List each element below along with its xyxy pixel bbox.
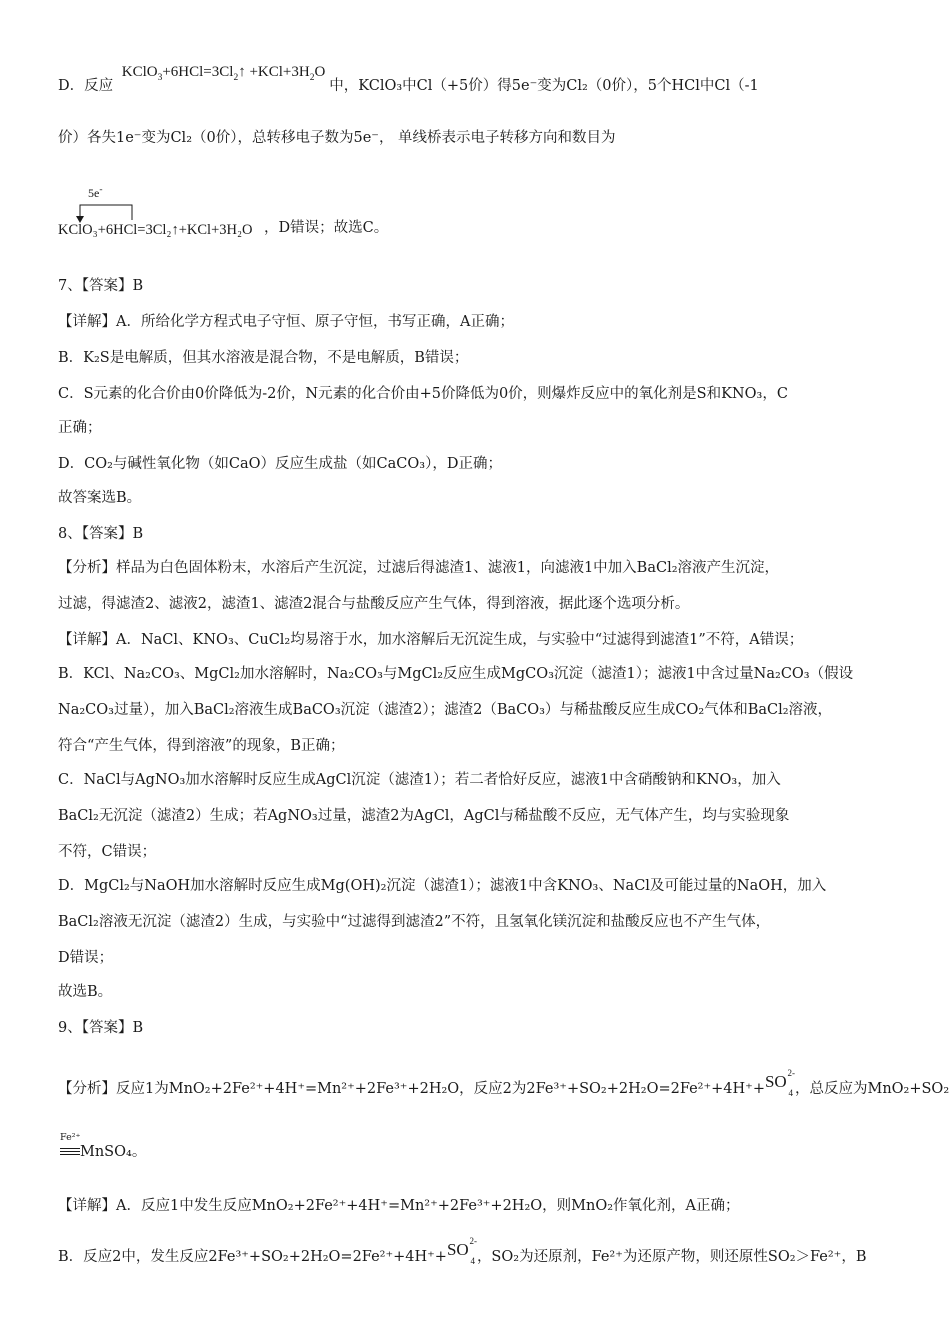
q8-b2: Na₂CO₃过量），加入BaCl₂溶液生成BaCO₃沉淀（滤渣2）；滤渣2（BaCO₃）与稀盐酸反应生成CO₂气体和BaCl₂溶液， (58, 702, 833, 718)
q9-analysis2: MnSO₄。 (80, 1144, 147, 1160)
q7-end: 故答案选B。 (58, 490, 142, 506)
q7-a: 【详解】A．所给化学方程式电子守恒、原子守恒，书写正确，A正确； (58, 314, 514, 330)
option-d-equation: $KClO_3+6HCl=3Cl_2↑ +KCl+3H_2O$ (121, 64, 326, 83)
equal-bar-mid (60, 1151, 80, 1152)
q7-b: B．K₂S是电解质，但其水溶液是混合物，不是电解质，B错误； (58, 350, 469, 366)
q7-c1: C．S元素的化合价由0价降低为-2价，N元素的化合价由+5价降低为0价，则爆炸反应中的氧化剂是S和KNO₃，C (58, 386, 788, 402)
q8-d3: D错误； (58, 950, 114, 966)
bridge-arrow (58, 186, 148, 226)
q8-c3: 不符，C错误； (58, 844, 157, 860)
option-d-line2: 价）各失1e⁻变为Cl₂（0价），总转移电子数为5e⁻， 单线桥表示电子转移方向和数目为 (58, 130, 616, 146)
q8-b3: 符合“产生气体，得到溶液”的现象，B正确； (58, 738, 345, 754)
q9-analysis1: 【分析】反应1为MnO₂+2Fe²⁺+4H⁺=Mn²⁺+2Fe³⁺+2H₂O，反应2为2Fe³⁺+SO₂+2H₂O=2Fe²⁺+4H⁺+SO 2- 4 ，总反应为MnO₂+SO₂ (58, 1068, 950, 1098)
option-d-line1 (58, 64, 759, 96)
option-d-conclusion: ，D错误；故选C。 (264, 220, 389, 236)
q9-a: 【详解】A．反应1中发生反应MnO₂+2Fe²⁺+4H⁺=Mn²⁺+2Fe³⁺+2H₂O，则MnO₂作氧化剂，A正确； (58, 1198, 740, 1214)
q8-c2: BaCl₂无沉淀（滤渣2）生成；若AgNO₃过量，滤渣2为AgCl，AgCl与稀盐酸不反应，无气体产生，均与实验现象 (58, 808, 790, 824)
q7-heading: 7、【答案】B (58, 278, 144, 294)
equal-bar-bottom (60, 1154, 80, 1155)
q8-a: 【详解】A．NaCl、KNO₃、CuCl₂均易溶于水，加水溶解后无沉淀生成，与实验中“过滤得到滤渣1”不符，A错误； (58, 632, 804, 648)
bridge-label: 5e- (88, 185, 103, 200)
q8-analysis1: 【分析】样品为白色固体粉末，水溶后产生沉淀，过滤后得滤渣1、滤液1，向滤液1中加入BaCl₂溶液产生沉淀， (58, 560, 780, 576)
q8-c1: C．NaCl与AgNO₃加水溶解时反应生成AgCl沉淀（滤渣1）；若二者恰好反应，滤液1中含硝酸钠和KNO₃，加入 (58, 772, 781, 788)
q9-heading: 9、【答案】B (58, 1020, 144, 1036)
sulfate-ion-2: SO 2- 4 (446, 1236, 477, 1266)
q8-end: 故选B。 (58, 984, 113, 1000)
q8-d1: D．MgCl₂与NaOH加水溶解时反应生成Mg(OH)₂沉淀（滤渣1）；滤液1中含KNO₃、NaCl及可能过量的NaOH，加入 (58, 878, 827, 894)
sulfate-ion: SO 2- 4 (764, 1068, 795, 1098)
equal-bar-top (60, 1148, 80, 1149)
q7-d: D．CO₂与碱性氧化物（如CaO）反应生成盐（如CaCO₃），D正确； (58, 456, 502, 472)
bridge-equation: KClO₃+6HCl=3Cl₂↑+KCl+3H₂O (58, 222, 253, 238)
q8-heading: 8、【答案】B (58, 526, 144, 542)
catalyst-label: Fe²⁺ (60, 1132, 81, 1143)
q8-b1: B．KCl、Na₂CO₃、MgCl₂加水溶解时，Na₂CO₃与MgCl₂反应生成MgCO₃沉淀（滤渣1）；滤液1中含过量Na₂CO₃（假设 (58, 666, 854, 682)
q9-b: B．反应2中，发生反应2Fe³⁺+SO₂+2H₂O=2Fe²⁺+4H⁺+SO 2- 4 ，SO₂为还原剂，Fe²⁺为还原产物，则还原性SO₂＞Fe²⁺，B (58, 1236, 867, 1266)
option-d-text: 中，KClO₃中Cl（+5价）得5e⁻变为Cl₂（0价），5个HCl中Cl（-1 (329, 78, 759, 94)
q7-c2: 正确； (58, 420, 102, 436)
q8-d2: BaCl₂溶液无沉淀（滤渣2）生成，与实验中“过滤得到滤渣2”不符，且氢氧化镁沉淀和盐酸反应也不产生气体， (58, 914, 771, 930)
option-d-label: D．反应 (58, 78, 118, 94)
q8-analysis2: 过滤，得滤渣2、滤液2，滤渣1、滤渣2混合与盐酸反应产生气体，得到溶液，据此逐个选项分析。 (58, 596, 690, 612)
